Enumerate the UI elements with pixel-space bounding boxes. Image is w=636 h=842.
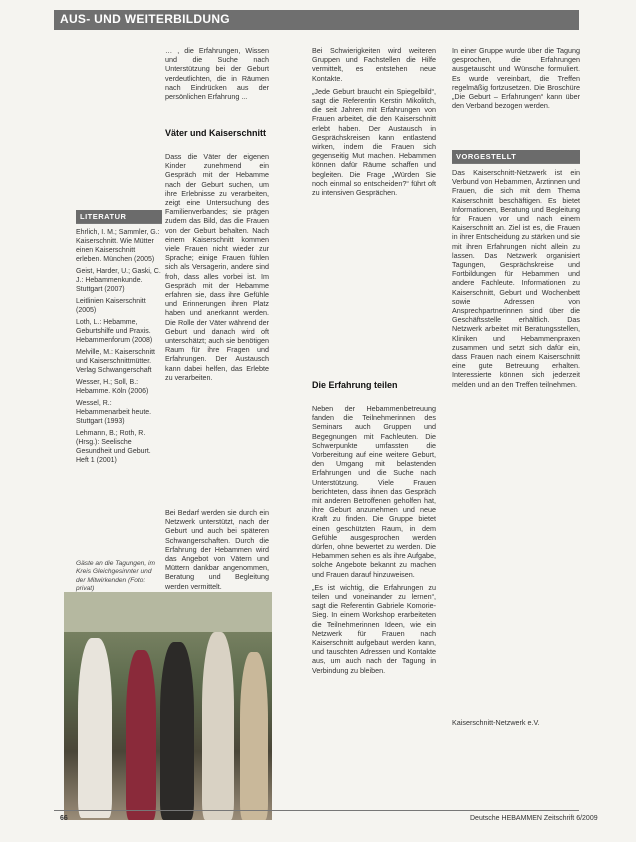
subheading-vaeter: Väter und Kaiserschnitt (165, 128, 267, 138)
mid-column-text (165, 152, 269, 504)
photo-background (64, 592, 272, 632)
vorgestellt-body-wrap (452, 168, 580, 714)
paragraph: Dass die Väter der eigenen Kinder zunehmend ein Gespräch mit der Hebamme nach der Geburt suchen, um ihre Erlebnisse zu verarbeiten, zeigt eine Untersuchung des Familienverbandes; sie prägen zudem das Bild, das die Frauen von der Geburt behalten. Nach einem Kaiserschnitt kommen viele Frauen nicht wieder zur Sprache; einige Frauen fühlen sich als Versagerin, andere sind froh, dass alles vorbei ist. Im Gespräch mit der Hebamme erfahren sie, dass ihre Gefühle und Erinnerungen ihren Platz haben und anerkannt werden. Die Rolle der Väter während der Geburt und danach wird oft unterschätzt; auch sie benötigen Raum für ihre Fragen und Erfahrungen. Der Austausch kann dabei helfen, das Erlebte zu verarbeiten. (165, 152, 269, 382)
mid-column-lower (165, 508, 269, 594)
far-right-column-top (452, 46, 580, 146)
literature-item: Wessel, R.: Hebammenarbeit heute. Stuttgart (1993) (76, 400, 152, 425)
footer-rule (54, 810, 579, 811)
literature-item: Loth, L.: Hebamme, Geburtshilfe und Praxis. Hebammenforum (2008) (76, 319, 153, 344)
literature-item: Melville, M.: Kaiserschnitt und Kaiserschnittmütter. Verlag Schwangerschaft (76, 349, 155, 374)
paragraph: Bei Bedarf werden sie durch ein Netzwerk unterstützt, nach der Geburt und auch bei späteren Schwangerschaften. Durch die Erfahrung der Hebammen wird das Angebot von Vätern und Müttern dankbar angenommen, Beratung und Begleitung werden vermittelt. (165, 508, 269, 591)
literature-box (76, 210, 162, 510)
photo-person (126, 650, 156, 820)
right-middle-column-top (312, 46, 436, 346)
photo-person (78, 638, 112, 818)
paragraph: … , die Erfahrungen, Wissen und die Suche nach Unterstützung bei der Geburt verdeutlichten, die in Räumen nach Eindrücken aus der persönlichen Erfahrung ... (165, 46, 269, 102)
vorgestellt-box (452, 150, 580, 750)
page-number: 66 (60, 815, 68, 822)
literature-item: Ehrlich, I. M.; Sammler, G.: Kaiserschnitt. Wie Mütter einen Kaiserschnitt erleben. München (2005) (76, 229, 160, 263)
paragraph: „Jede Geburt braucht ein Spiegelbild“, sagt die Referentin Kerstin Mikolitch, die seit Jahren mit Erfahrungen von Frauen arbeitet, die den Kaiserschnitt erlebt haben. Der Austausch in Gesprächskreisen kann entlastend wirken, indem die Frauen sich gegenseitig Mut machen. Hebammen können dafür Räume schaffen und begleiten. Die Frage „Würden Sie noch einmal so entscheiden?“ führt oft zu intensiven Gesprächen. (312, 86, 436, 198)
divider (76, 223, 162, 224)
paragraph: Bei Schwierigkeiten wird weiteren Gruppen und Fachstellen die Hilfe vermittelt, es entstehen neue Kontakte. (312, 46, 436, 83)
paragraph: Neben der Hebammenbetreuung fanden die Teilnehmerinnen des Seminars auch Gruppen und Begegnungen mit Fachleuten. Die Schwerpunkte umfassten die Vorbereitung auf eine weitere Geburt, den Umgang mit belastenden Erfahrungen und die Suche nach Unterstützung. Viele Frauen berichteten, dass ihnen das Gespräch mit anderen Betroffenen geholfen hat, ihre Geburt anzunehmen und neue Kraft zu finden. Die Gruppe bietet einen geschützten Raum, in dem Gefühle ausgesprochen werden dürfen, ohne bewertet zu werden. Die Hebammen sehen es als ihre Aufgabe, solche Angebote bekannt zu machen und Frauen darauf hinzuweisen. (312, 404, 436, 579)
divider (452, 163, 580, 164)
literature-item: Lehmann, B.; Roth, R. (Hrsg.): Seelische Gesundheit und Geburt. Heft 1 (2001) (76, 430, 151, 464)
paragraph: „Es ist wichtig, die Erfahrungen zu teilen und voneinander zu lernen“, sagt die Referentin Gabriele Komorie-Sieg. In einem Workshop erarbeiteten die Teilnehmerinnen Ideen, wie ein Netzwerk für Frauen nach Kaiserschnitt aufgebaut werden kann, und tauschten Adressen und Kontakte aus, um auch nach der Tagung in Verbindung zu bleiben. (312, 582, 436, 675)
paragraph: In einer Gruppe wurde über die Tagung gesprochen, die Erfahrungen ausgetauscht und Wünsche formuliert. Es wurde vereinbart, die Treffen regelmäßig fortzusetzen. Die Broschüre „Die Geburt – Erfahrungen“ kann über den Verband bezogen werden. (452, 46, 580, 111)
event-photo (64, 592, 272, 820)
vorgestellt-box-title: VORGESTELLT (452, 150, 580, 163)
photo-person (160, 642, 194, 820)
literature-list (76, 228, 162, 465)
section-title: AUS- UND WEITERBILDUNG (60, 12, 230, 26)
literature-item: Geist, Harder, U.; Gaski, C. J.: Hebammenkunde. Stuttgart (2007) (76, 268, 161, 293)
journal-name: Deutsche HEBAMMEN Zeitschrift 6/2009 (470, 815, 598, 822)
vorgestellt-contact: Kaiserschnitt-Netzwerk e.V. (452, 718, 540, 727)
literature-box-title: LITERATUR (76, 210, 162, 223)
literature-item: Wesser, H.; Soll, B.: Hebamme. Köln (2006) (76, 379, 149, 395)
right-middle-column-text (312, 404, 436, 818)
mid-column-top (165, 46, 269, 108)
subheading-erfahrung: Die Erfahrung teilen (312, 380, 398, 390)
photo-caption: Gäste an die Tagungen, im Kreis Gleichgesinnter und der Mitwirkenden (Foto: privat) (76, 560, 155, 593)
photo-person (240, 652, 268, 820)
literature-item: Leitlinien Kaiserschnitt (2005) (76, 298, 146, 314)
photo-person (202, 632, 234, 820)
vorgestellt-body: Das Kaiserschnitt-Netzwerk ist ein Verbund von Hebammen, Ärztinnen und Frauen, die sich mit dem Thema Kaiserschnitt beschäftigen. Es bietet Informationen, Beratung und Begleitung für Frauen vor und nach einem Kaiserschnitt an. Ziel ist es, die Frauen in ihrer Entscheidung zu stärken und sie mit ihren Erfahrungen nicht allein zu lassen. Das Netzwerk organisiert Tagungen, Gesprächskreise und Fortbildungen für Hebammen und andere Fachleute. Informationen zu Kaiserschnitt, Geburt und Wochenbett sowie Adressen von Ansprechpartnerinnen sind über die Geschäftsstelle erhältlich. Das Netzwerk arbeitet mit Beratungsstellen, Kliniken und Hebammenpraxen zusammen und setzt sich dafür ein, dass Frauen nach einem Kaiserschnitt eine gute Betreuung erhalten. Interessierte können sich jederzeit melden und an den Treffen teilnehmen. (452, 168, 580, 389)
